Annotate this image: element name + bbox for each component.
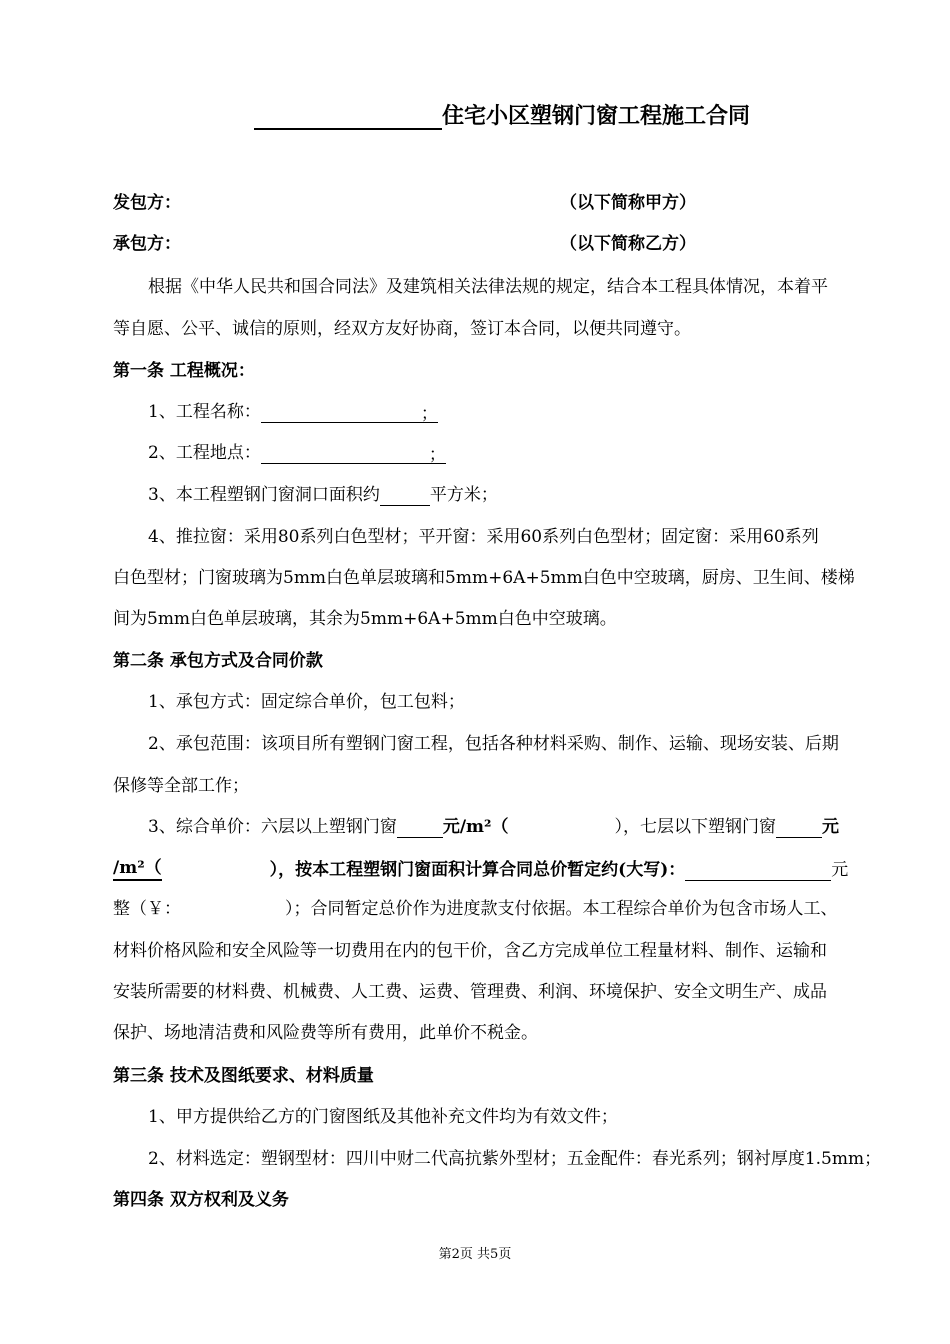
article1-item4-line3: 间为5mm白色单层玻璃，其余为5mm+6A+5mm白色中空玻璃。 — [113, 609, 617, 629]
article2-item3-line3 — [113, 898, 838, 920]
area-label: 3、本工程塑钢门窗洞口面积约 — [148, 485, 380, 505]
article3-item1: 1、甲方提供给乙方的门窗图纸及其他补充文件均为有效文件； — [148, 1107, 618, 1127]
project-name-blank — [261, 403, 421, 423]
project-site-blank — [261, 444, 429, 464]
intro-line-1: 根据《中华人民共和国合同法》及建筑相关法律法规的规定，结合本工程具体情况，本着平 — [148, 277, 828, 297]
total-price-figure-label: 整（￥： — [113, 899, 181, 919]
title-blank — [254, 104, 442, 130]
unit-price-lower-label: ），七层以下塑钢门窗 — [614, 817, 776, 837]
article1-heading: 第一条 工程概况： — [113, 361, 255, 381]
total-price-currency: 元 — [831, 860, 849, 880]
article4-heading: 第四条 双方权利及义务 — [113, 1190, 289, 1210]
contractor-label: 承包方： — [113, 234, 181, 254]
project-name-label: 1、工程名称： — [148, 402, 261, 422]
project-site-end: ； — [428, 445, 446, 465]
article2-item3-line6: 保护、场地清洁费和风险费等所有费用，此单价不税金。 — [113, 1023, 538, 1043]
article2-item3-line2 — [113, 857, 848, 881]
unit-price-lower-currency: 元 — [821, 817, 839, 837]
article1-item4-line1: 4、推拉窗：采用80系列白色型材；平开窗：采用60系列白色型材；固定窗：采用60系列 — [148, 527, 819, 547]
article1-item3 — [148, 484, 498, 506]
area-blank — [380, 486, 430, 506]
article2-item1: 1、承包方式：固定综合单价，包工包料； — [148, 692, 465, 712]
title-text: 住宅小区塑钢门窗工程施工合同 — [442, 103, 751, 129]
unit-price-label: 3、综合单价：六层以上塑钢门窗 — [148, 817, 397, 837]
unit-price-lower-unit: /m²（ — [113, 857, 162, 881]
unit-price-upper-blank — [397, 818, 443, 838]
project-site-label: 2、工程地点： — [148, 443, 261, 463]
article2-item3-line5: 安装所需要的材料费、机械费、人工费、运费、管理费、利润、环境保护、安全文明生产、成品 — [113, 982, 827, 1002]
article2-heading: 第二条 承包方式及合同价款 — [113, 651, 323, 671]
employer-label: 发包方： — [113, 193, 181, 213]
intro-line-2: 等自愿、公平、诚信的原则，经双方友好协商，签订本合同，以便共同遵守。 — [113, 319, 691, 339]
total-price-text: ），按本工程塑钢门窗面积计算合同总价暂定约(大写)： — [269, 860, 686, 880]
article2-item2-line2: 保修等全部工作； — [113, 776, 249, 796]
article1-item1 — [148, 401, 438, 423]
unit-price-upper-unit: 元/m²（ — [442, 817, 509, 837]
area-unit: 平方米； — [429, 485, 498, 505]
article2-item3-line1 — [148, 816, 839, 838]
unit-price-lower-blank — [776, 818, 822, 838]
contractor-note: （以下简称乙方） — [560, 234, 696, 254]
project-name-end: ； — [420, 404, 438, 424]
employer-note: （以下简称甲方） — [560, 193, 696, 213]
article2-item3-line4: 材料价格风险和安全风险等一切费用在内的包干价，含乙方完成单位工程量材料、制作、运输和 — [113, 941, 827, 961]
article2-item2-line1: 2、承包范围：该项目所有塑钢门窗工程，包括各种材料采购、制作、运输、现场安装、后期 — [148, 734, 839, 754]
article1-item2 — [148, 442, 446, 464]
article1-item4-line2: 白色型材；门窗玻璃为5mm白色单层玻璃和5mm+6A+5mm白色中空玻璃，厨房、卫生间、楼梯 — [113, 568, 855, 588]
article3-heading: 第三条 技术及图纸要求、材料质量 — [113, 1066, 374, 1086]
total-price-words-blank — [685, 861, 831, 881]
article3-item2: 2、材料选定：塑钢型材：四川中财二代高抗紫外型材；五金配件：春光系列；钢衬厚度1.5mm； — [148, 1149, 882, 1169]
page-footer: 第2页 共5页 — [438, 1247, 512, 1262]
total-price-note: ）；合同暂定总价作为进度款支付依据。本工程综合单价为包含市场人工、 — [285, 899, 838, 919]
document-title — [254, 102, 750, 130]
